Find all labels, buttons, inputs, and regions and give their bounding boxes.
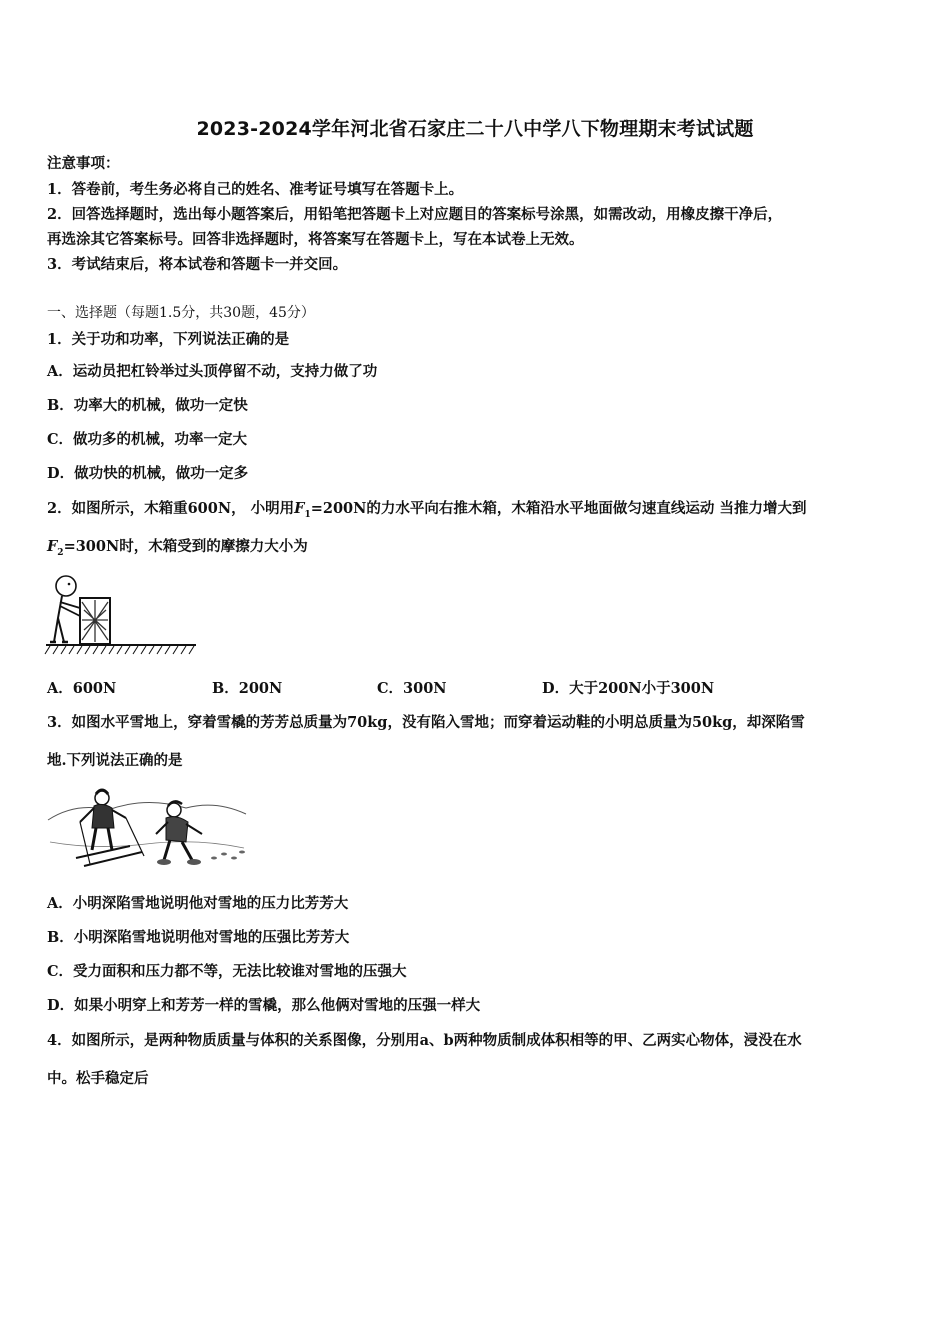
notice-item: 3．考试结束后，将本试卷和答题卡一并交回。 bbox=[47, 256, 348, 273]
question-3-option-d: D．如果小明穿上和芳芳一样的雪橇，那么他俩对雪地的压强一样大 bbox=[47, 997, 481, 1014]
question-2-stem-a: 2．如图所示，木箱重600N， 小明用 bbox=[47, 500, 295, 517]
question-3-option-b: B．小明深陷雪地说明他对雪地的压强比芳芳大 bbox=[47, 929, 350, 946]
notice-item: 1．答卷前，考生务必将自己的姓名、准考证号填写在答题卡上。 bbox=[47, 181, 464, 198]
notice-item: 2．回答选择题时，选出每小题答案后，用铅笔把答题卡上对应题目的答案标号涂黑，如需改动，用橡皮擦干净后， bbox=[47, 206, 783, 223]
question-3-stem-line1: 3．如图水平雪地上，穿着雪橇的芳芳总质量为70kg，没有陷入雪地；而穿着运动鞋的小明总质量为50kg，却深陷雪 bbox=[47, 714, 805, 731]
question-3-option-c: C．受力面积和压力都不等，无法比较谁对雪地的压强大 bbox=[47, 963, 407, 980]
notice-heading: 注意事项： bbox=[47, 155, 120, 172]
question-1-option-d: D．做功快的机械，做功一定多 bbox=[47, 465, 249, 482]
question-4-stem-line1: 4．如图所示，是两种物质质量与体积的关系图像，分别用a、b两种物质制成体积相等的甲、乙两实心物体，浸没在水 bbox=[47, 1032, 802, 1049]
question-2-option-c: C．300N bbox=[377, 680, 447, 697]
question-2-stem-line1 bbox=[47, 497, 806, 520]
question-1-option-a: A．运动员把杠铃举过头顶停留不动，支持力做了功 bbox=[47, 363, 378, 380]
page-title: 2023-2024学年河北省石家庄二十八中学八下物理期末考试试题 bbox=[196, 118, 754, 140]
notice-item: 再选涂其它答案标号。回答非选择题时，将答案写在答题卡上，写在本试卷上无效。 bbox=[47, 231, 584, 248]
question-3-stem-line2: 地.下列说法正确的是 bbox=[47, 752, 183, 769]
question-1-option-b: B．功率大的机械，做功一定快 bbox=[47, 397, 248, 414]
question-1-stem: 1．关于功和功率，下列说法正确的是 bbox=[47, 331, 290, 348]
force-f2-symbol: F bbox=[47, 538, 58, 555]
force-f2-subscript: 2 bbox=[57, 547, 64, 558]
figure-pushing-crate bbox=[44, 570, 200, 658]
question-2-option-d: D．大于200N小于300N bbox=[542, 680, 715, 697]
question-2-stem-line2 bbox=[47, 535, 308, 558]
force-f1-subscript: 1 bbox=[304, 509, 311, 520]
force-f1-symbol: F bbox=[294, 500, 305, 517]
section-heading: 一、选择题（每题1.5分，共30题，45分） bbox=[47, 305, 315, 321]
question-2-option-a: A．600N bbox=[47, 680, 117, 697]
question-3-option-a: A．小明深陷雪地说明他对雪地的压力比芳芳大 bbox=[47, 895, 349, 912]
question-1-option-c: C．做功多的机械，功率一定大 bbox=[47, 431, 248, 448]
question-2-stem-c: =300N时，木箱受到的摩擦力大小为 bbox=[63, 538, 308, 555]
figure-snow-skier-walker bbox=[46, 780, 250, 872]
question-4-stem-line2: 中。松手稳定后 bbox=[47, 1070, 149, 1087]
question-2-option-b: B．200N bbox=[212, 680, 283, 697]
question-2-stem-b: =200N的力水平向右推木箱，木箱沿水平地面做匀速直线运动 当推力增大到 bbox=[310, 500, 807, 517]
